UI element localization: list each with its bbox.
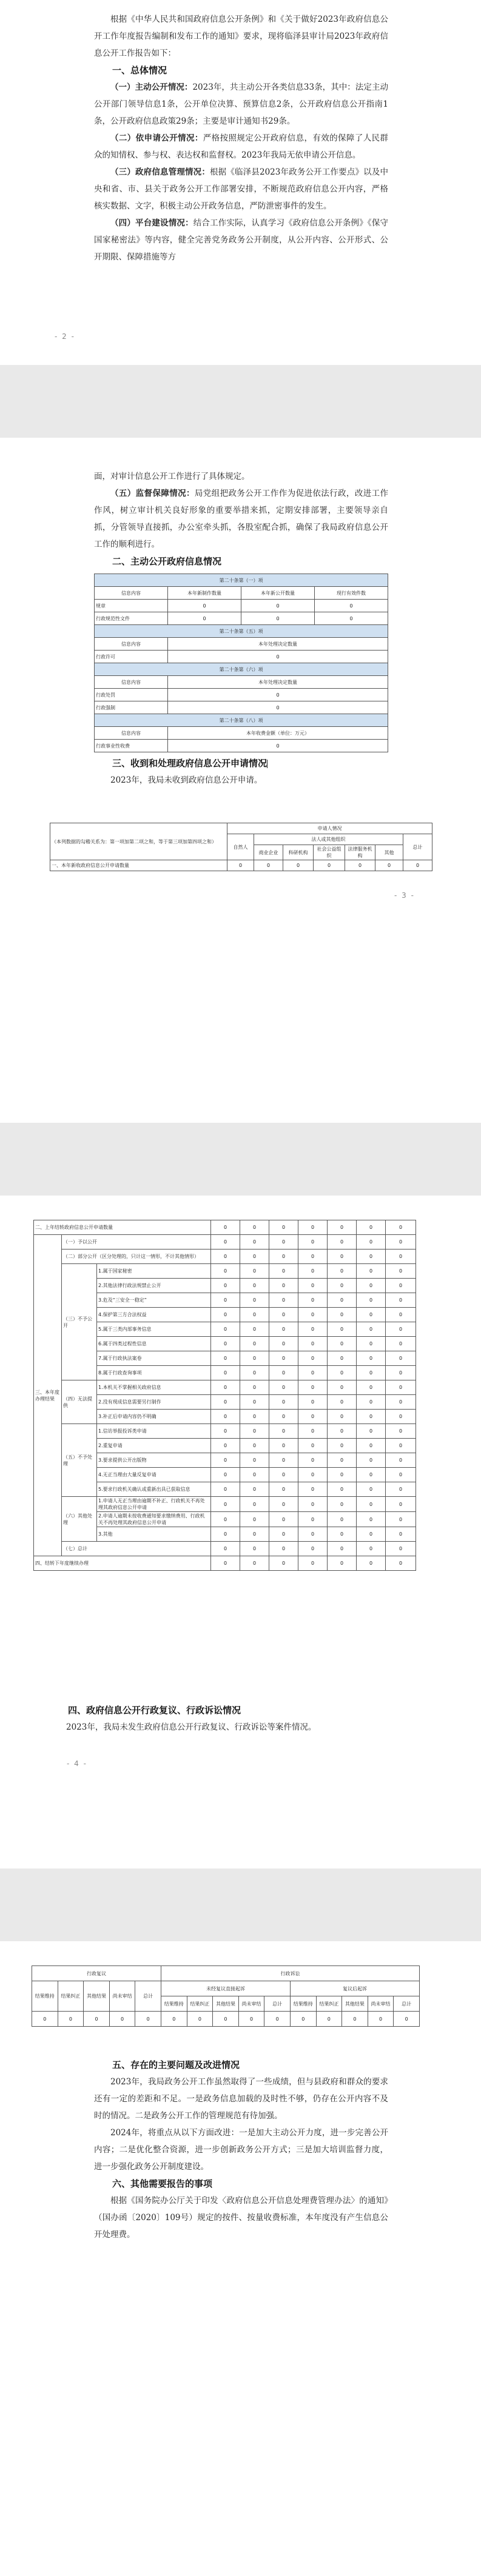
table-cell-value: 0 [368, 2012, 394, 2027]
table-cell-value: 0 [269, 1395, 298, 1410]
table-cell-value: 0 [240, 1380, 269, 1395]
table-cell-value: 0 [386, 1308, 416, 1322]
table-cell-value: 0 [211, 1279, 240, 1293]
table-cell-value: 0 [269, 1235, 298, 1250]
document-page-5 [0, 1941, 481, 2576]
table-cell-value: 0 [211, 1556, 240, 1571]
table-row-label: 3.其他 [97, 1527, 211, 1542]
table-cell-value: 0 [240, 1482, 269, 1497]
table-cell-value: 0 [328, 1366, 357, 1380]
table-cell-value: 0 [211, 1439, 240, 1453]
table-row-label: 5.属于三类内部事务信息 [97, 1322, 211, 1337]
table-cell-value: 0 [298, 1468, 328, 1482]
table-cell-value: 0 [240, 1468, 269, 1482]
table-cell-value: 0 [211, 1308, 240, 1322]
table-section-header: 第二十条第（八）项 [95, 714, 388, 727]
paragraph-active-disclosure: （一）主动公开情况：2023年，共主动公开各类信息33条，其中：法定主动公开部门领导信息1条，公开单位决算、预算信息2条，公开政府信息公开指南1条，公开政府信息政策29条；主要是审计通知书29条。 [94, 82, 388, 126]
table-cell-value: 0 [269, 1279, 298, 1293]
table-cell-value: 0 [386, 1424, 416, 1439]
paragraph-supervision: （五）监督保障情况：局党组把政务公开工作作为促进依法行政，改进工作作风，树立审计机关良好形象的重要举措来抓，定期安排部署，主要领导亲自抓，分管领导直接抓，办公室牵头抓，各股室配合抓，确保了我局政府信息公开工作的顺利进行。 [94, 489, 388, 549]
table-row-label: （二）部分公开（区分处理的，只计这一情形，不计其他情形） [62, 1250, 211, 1264]
table-row-label: 1.信访举报投诉类申请 [97, 1424, 211, 1439]
table-cell-value: 0 [386, 1527, 416, 1542]
table-cell-value: 0 [328, 1337, 357, 1351]
table-cell-value: 0 [328, 1395, 357, 1410]
table-cell-value: 0 [269, 1424, 298, 1439]
table-cell-value: 0 [211, 1395, 240, 1410]
table-cell-value: 0 [298, 1279, 328, 1293]
table-cell-value: 0 [161, 2012, 187, 2027]
table-cell-value: 0 [357, 1468, 386, 1482]
table-cell-value: 0 [298, 1250, 328, 1264]
table-cell-value: 0 [240, 1542, 269, 1556]
table-cell-value: 0 [290, 2012, 316, 2027]
table-cell-value: 0 [298, 1542, 328, 1556]
table-cell-value: 0 [386, 1279, 416, 1293]
paragraph-platform-building: （四）平台建设情况：结合工作实际，认真学习《政府信息公开条例》《保守国家秘密法》等内容，健全完善党务政务公开制度，从公开内容、公开形式、公开期限、保障措施等方 [94, 218, 389, 262]
table-subgroup-label: （六）其他处理 [62, 1497, 97, 1542]
paragraph-request-disclosure: （二）依申请公开情况：严格按照规定公开政府信息，有效的保障了人民群众的知情权、参与权、表达权和监督权。2023年我局无依申请公开信息。 [94, 133, 388, 160]
page-gap [0, 1868, 481, 1941]
table-cell-value: 0 [386, 1497, 416, 1512]
document-page-3 [0, 438, 481, 1123]
paragraph-info-management: （三）政府信息管理情况：根据《临泽县2023年政务公开工作要点》以及中央和省、市、县关于政务公开工作部署安排，不断规范政府信息公开内容，严格核实数据、文字，积极主动公开政务信息，严防泄密事件的发生。 [94, 167, 389, 211]
paragraph-applications: 2023年，我局未收到政府信息公开申请。 [110, 775, 263, 785]
table-cell-value: 0 [386, 1468, 416, 1482]
table-cell-value: 0 [269, 1308, 298, 1322]
table-cell-value: 0 [386, 1337, 416, 1351]
table-cell-value: 0 [386, 1366, 416, 1380]
table-cell-value: 0 [298, 1482, 328, 1497]
table-cell-value: 0 [211, 1512, 240, 1527]
table-cell-value: 0 [328, 1322, 357, 1337]
table-cell-value: 0 [269, 1468, 298, 1482]
table-cell-value: 0 [240, 1410, 269, 1424]
table-row-label: 5.要求行政机关确认或重新出具已获取信息 [97, 1482, 211, 1497]
table-cell-value: 0 [211, 1527, 240, 1542]
table-row-label: 4.保护第三方合法权益 [97, 1308, 211, 1322]
table-section-header: 第二十条第（一）项 [95, 574, 388, 587]
table-cell-value: 0 [240, 1453, 269, 1468]
table-subgroup-label: （三）不予公开 [62, 1264, 97, 1380]
table-row: 行政处罚 0 [95, 689, 388, 701]
page-number: - 2 - [55, 332, 75, 341]
table-row: 行政规范性文件 0 0 0 [95, 612, 388, 625]
table-cell-value: 0 [298, 1527, 328, 1542]
table-cell-value: 0 [298, 1337, 328, 1351]
table-cell-value: 0 [269, 1410, 298, 1424]
page-gap [0, 365, 481, 438]
table-row [34, 1497, 416, 1512]
table-cell-value: 0 [357, 1482, 386, 1497]
table-row-label: 2.申请人逾期未按收费通知要求缴纳费用、行政机关不再处理其政府信息公开申请 [97, 1512, 211, 1527]
table-cell-value: 0 [298, 1264, 328, 1279]
table-cell-value: 0 [213, 2012, 239, 2027]
table-cell-value: 0 [357, 1235, 386, 1250]
paragraph-other: 根据《国务院办公厅关于印发〈政府信息公开信息处理费管理办法〉的通知》（国办函〔2020〕109号）规定的按件、按量收费标准，本年度没有产生信息公开处理费。 [94, 2196, 388, 2240]
table-cell-value: 0 [394, 2012, 420, 2027]
table-cell-value: 0 [357, 1351, 386, 1366]
applications-results-table [33, 1220, 416, 1571]
section-heading-problems: 五、存在的主要问题及改进情况 [112, 2059, 240, 2070]
table-cell-value: 0 [328, 1468, 357, 1482]
table-cell-value: 0 [298, 1395, 328, 1410]
document-page-2 [0, 0, 481, 365]
table-cell-value: 0 [269, 1322, 298, 1337]
table-row [34, 1220, 416, 1235]
table-cell-value: 0 [269, 1366, 298, 1380]
table-cell-value: 0 [328, 1439, 357, 1453]
table-cell-value: 0 [269, 1380, 298, 1395]
page-number: - 4 - [67, 1759, 87, 1768]
table-subgroup-label: （四）无法提供 [62, 1380, 97, 1424]
table-cell-value: 0 [269, 1542, 298, 1556]
table-cell-value: 0 [357, 1424, 386, 1439]
table-row [34, 1380, 416, 1395]
table-cell-value: 0 [357, 1542, 386, 1556]
table-cell-value: 0 [211, 1250, 240, 1264]
table-cell-value: 0 [328, 1410, 357, 1424]
table-row-label: 3.补正后申请内容仍不明确 [97, 1410, 211, 1424]
table-cell-value: 0 [238, 2012, 264, 2027]
table-cell-value: 0 [211, 1293, 240, 1308]
table-cell-value: 0 [316, 2012, 342, 2027]
table-cell-value: 0 [357, 1308, 386, 1322]
table-cell-value: 0 [386, 1410, 416, 1424]
table-note: （本列数据的勾稽关系为：第一项加第二项之和，等于第三项加第四项之和） [50, 823, 227, 860]
table-row [34, 1424, 416, 1439]
table-cell-value: 0 [386, 1453, 416, 1468]
paragraph-review: 2023年，我局未发生政府信息公开行政复议、行政诉讼等案件情况。 [66, 1722, 317, 1732]
table-cell-value: 0 [328, 1453, 357, 1468]
table-cell-value: 0 [298, 1351, 328, 1366]
table-cell-value: 0 [328, 1497, 357, 1512]
table-header-cell: 信息内容 [95, 676, 168, 689]
table-cell-value: 0 [298, 1410, 328, 1424]
table-group-label: 三、本年度办理结果 [34, 1235, 62, 1556]
section-heading-applications: 三、收到和处理政府信息公开申请情况 [112, 758, 267, 769]
table-row-label: 7.属于行政执法案卷 [97, 1351, 211, 1366]
table-cell-value: 0 [357, 1380, 386, 1395]
table-row-label: 3.危及“三安全一稳定” [97, 1293, 211, 1308]
table-cell-value: 0 [211, 1322, 240, 1337]
table-cell-value: 0 [211, 1220, 240, 1235]
table-cell-value: 0 [386, 1380, 416, 1395]
table-row-label: 1.申请人无正当理由逾期不补正、行政机关不再处理其政府信息公开申请 [97, 1497, 211, 1512]
table-cell-value: 0 [211, 1424, 240, 1439]
table-cell-value: 0 [298, 1439, 328, 1453]
table-cell-value: 0 [32, 2012, 58, 2027]
table-cell-value: 0 [386, 1395, 416, 1410]
table-row [34, 1250, 416, 1264]
table-cell-value: 0 [211, 1468, 240, 1482]
table-cell-value: 0 [386, 1512, 416, 1527]
table-row: 行政事业性收费 0 [95, 740, 388, 752]
table-cell-value: 0 [298, 1235, 328, 1250]
table-cell-value: 0 [269, 1439, 298, 1453]
table-header-cell: 信息内容 [95, 638, 168, 651]
table-cell-value: 0 [269, 1264, 298, 1279]
table-header-cell: 本年新制作数量 [168, 587, 241, 600]
review-lawsuit-table: 行政复议 行政诉讼 结果维持 结果纠正 其他结果 尚未审结 总计 未经复议直接起诉 复议后起诉 结果维持 结果纠正 其他结果 尚未审结 总计 结果维持 结果纠正 其他结果 尚未审结 总计 0 0 0 0 0 0 0 0 0 0 0 0 0 0 0 [32, 1965, 420, 2027]
table-row [34, 1556, 416, 1571]
table-cell-value: 0 [240, 1264, 269, 1279]
table-cell-value: 0 [58, 2012, 84, 2027]
table-cell-value: 0 [328, 1482, 357, 1497]
table-section-header: 第二十条第（五）项 [95, 625, 388, 638]
table-cell-value: 0 [269, 1293, 298, 1308]
table-cell-value: 0 [298, 1424, 328, 1439]
table-cell-value: 0 [269, 1512, 298, 1527]
table-cell-value: 0 [357, 1220, 386, 1235]
table-cell-value: 0 [328, 1250, 357, 1264]
table-row: 规章 0 0 0 [95, 600, 388, 612]
table-cell-value: 0 [328, 1556, 357, 1571]
table-cell-value: 0 [328, 1279, 357, 1293]
table-cell-value: 0 [269, 1351, 298, 1366]
active-disclosure-table [94, 574, 388, 752]
table-cell-value: 0 [328, 1380, 357, 1395]
table-cell-value: 0 [211, 1410, 240, 1424]
table-header-cell: 现行有效件数 [315, 587, 388, 600]
table-cell-value: 0 [357, 1556, 386, 1571]
table-cell-value: 0 [328, 1512, 357, 1527]
table-cell-value: 0 [135, 2012, 161, 2027]
table-cell-value: 0 [240, 1250, 269, 1264]
table-cell-value: 0 [240, 1395, 269, 1410]
table-cell-value: 0 [240, 1293, 269, 1308]
table-cell-value: 0 [357, 1322, 386, 1337]
table-cell-value: 0 [211, 1337, 240, 1351]
table-cell-value: 0 [269, 1220, 298, 1235]
table-row: 一、本年新收政府信息公开申请数量 0 0 0 0 0 0 0 [50, 860, 432, 871]
table-cell-value: 0 [342, 2012, 368, 2027]
table-cell-value: 0 [328, 1351, 357, 1366]
table-cell-value: 0 [240, 1556, 269, 1571]
table-cell-value: 0 [328, 1308, 357, 1322]
intro-paragraph: 根据《中华人民共和国政府信息公开条例》和《关于做好2023年政府信息公开工作年度报告编制和发布工作的通知》要求，现将临泽县审计局2023年政府信息公开工作报告如下： [94, 15, 388, 58]
table-cell-value: 0 [211, 1351, 240, 1366]
table-cell-value: 0 [357, 1293, 386, 1308]
table-row-label: 8.属于行政查询事项 [97, 1366, 211, 1380]
table-cell-value: 0 [386, 1556, 416, 1571]
table-cell-value: 0 [240, 1308, 269, 1322]
paragraph-improvements: 2024年，将重点从以下方面改进：一是加大主动公开力度，进一步完善公开内容；二是优化整合资源，进一步创新政务公开方式；三是加大培训监督力度，进一步强化政务公开制度建设。 [94, 2128, 388, 2172]
table-cell-value: 0 [269, 1527, 298, 1542]
table-cell-value: 0 [386, 1264, 416, 1279]
table-cell-value: 0 [357, 1395, 386, 1410]
table-row: 行政强制 0 [95, 701, 388, 714]
table-header-cell: 申请人情况 [227, 823, 432, 834]
table-cell-value: 0 [357, 1366, 386, 1380]
table-row [34, 1235, 416, 1250]
table-cell-value: 0 [240, 1220, 269, 1235]
table-row [34, 1542, 416, 1556]
table-cell-value: 0 [269, 1497, 298, 1512]
table-cell-value: 0 [386, 1250, 416, 1264]
table-cell-value: 0 [357, 1512, 386, 1527]
table-cell-value: 0 [240, 1527, 269, 1542]
table-cell-value: 0 [109, 2012, 135, 2027]
table-cell-value: 0 [269, 1337, 298, 1351]
table-cell-value: 0 [357, 1337, 386, 1351]
table-cell-value: 0 [357, 1439, 386, 1453]
table-cell-value: 0 [357, 1410, 386, 1424]
table-cell-value: 0 [298, 1308, 328, 1322]
section-heading-overview: 一、总体情况 [112, 65, 167, 76]
table-header-cell: 信息内容 [95, 727, 168, 740]
table-cell-value: 0 [386, 1351, 416, 1366]
table-cell-value: 0 [269, 1556, 298, 1571]
table-section-header: 第二十条第（六）项 [95, 663, 388, 676]
table-cell-value: 0 [269, 1250, 298, 1264]
table-cell-value: 0 [298, 1453, 328, 1468]
table-cell-value: 0 [240, 1279, 269, 1293]
table-row-label: 2.重复申请 [97, 1439, 211, 1453]
section-heading-other: 六、其他需要报告的事项 [112, 2178, 213, 2189]
table-row [34, 1264, 416, 1279]
document-page-4 [0, 1196, 481, 1868]
table-cell-value: 0 [240, 1512, 269, 1527]
table-cell-value: 0 [240, 1351, 269, 1366]
table-cell-value: 0 [357, 1527, 386, 1542]
table-cell-value: 0 [386, 1220, 416, 1235]
section-heading-review: 四、政府信息公开行政复议、行政诉讼情况 [68, 1705, 241, 1716]
table-cell-value: 0 [298, 1220, 328, 1235]
section-heading-active-disclosure: 二、主动公开政府信息情况 [112, 556, 222, 567]
table-subgroup-label: （五）不予处理 [62, 1424, 97, 1497]
table-cell-value: 0 [240, 1337, 269, 1351]
table-header-cell: 本年新公开数量 [241, 587, 315, 600]
table-cell-value: 0 [357, 1279, 386, 1293]
table-cell-value: 0 [386, 1482, 416, 1497]
table-cell-value: 0 [211, 1235, 240, 1250]
table-header-cell: 本年收费金额（单位：万元） [168, 727, 388, 740]
table-cell-value: 0 [357, 1264, 386, 1279]
table-row-label: 四、结转下年度继续办理 [34, 1556, 211, 1571]
applications-table-header: （本列数据的勾稽关系为：第一项加第二项之和，等于第三项加第四项之和） 申请人情况 自然人 法人或其他组织 总计 商业企业 科研机构 社会公益组织 法律服务机构 其他 一、本年新收政府信息公开申请数量 0 0 0 0 0 0 0 [50, 823, 432, 871]
table-cell-value: 0 [328, 1527, 357, 1542]
table-cell-value: 0 [357, 1497, 386, 1512]
table-cell-value: 0 [328, 1235, 357, 1250]
table-cell-value: 0 [386, 1542, 416, 1556]
table-cell-value: 0 [240, 1366, 269, 1380]
table-cell-value: 0 [386, 1439, 416, 1453]
table-row-label: 二、上年结转政府信息公开申请数量 [34, 1220, 211, 1235]
table-cell-value: 0 [240, 1497, 269, 1512]
table-row-label: （一）予以公开 [62, 1235, 211, 1250]
page-gap [0, 1123, 481, 1196]
table-cell-value: 0 [328, 1264, 357, 1279]
table-cell-value: 0 [240, 1424, 269, 1439]
table-cell-value: 0 [328, 1220, 357, 1235]
table-cell-value: 0 [211, 1542, 240, 1556]
table-cell-value: 0 [269, 1482, 298, 1497]
table-row-label: 4.无正当理由大量反复申请 [97, 1468, 211, 1482]
table-cell-value: 0 [357, 1250, 386, 1264]
table-cell-value: 0 [298, 1380, 328, 1395]
table-cell-value: 0 [328, 1542, 357, 1556]
table-cell-value: 0 [211, 1264, 240, 1279]
table-row-label: 6.属于四类过程性信息 [97, 1337, 211, 1351]
table-row [32, 2012, 420, 2027]
table-row-label: 1.属于国家秘密 [97, 1264, 211, 1279]
table-cell-value: 0 [386, 1235, 416, 1250]
table-cell-value: 0 [240, 1439, 269, 1453]
table-cell-value: 0 [328, 1293, 357, 1308]
table-header-cell: 本年处理决定数量 [168, 638, 388, 651]
table-header-cell: 信息内容 [95, 587, 168, 600]
table-cell-value: 0 [298, 1497, 328, 1512]
table-header-cell: 本年处理决定数量 [168, 676, 388, 689]
table-row-label: 1.本机关不掌握相关政府信息 [97, 1380, 211, 1395]
table-cell-value: 0 [386, 1293, 416, 1308]
table-cell-value: 0 [240, 1235, 269, 1250]
paragraph-continued: 面，对审计信息公开工作进行了具体规定。 [94, 472, 250, 481]
table-cell-value: 0 [298, 1556, 328, 1571]
table-cell-value: 0 [298, 1512, 328, 1527]
table-cell-value: 0 [269, 1453, 298, 1468]
table-cell-value: 0 [211, 1482, 240, 1497]
table-cell-value: 0 [211, 1453, 240, 1468]
table-cell-value: 0 [298, 1293, 328, 1308]
table-cell-value: 0 [357, 1453, 386, 1468]
table-row-label: 3.要求提供公开出版物 [97, 1453, 211, 1468]
table-cell-value: 0 [211, 1497, 240, 1512]
table-cell-value: 0 [187, 2012, 213, 2027]
table-cell-value: 0 [298, 1322, 328, 1337]
table-row-label: 2.其他法律行政法规禁止公开 [97, 1279, 211, 1293]
table-row: 行政许可 0 [95, 651, 388, 663]
table-row-label: （七）总计 [62, 1542, 211, 1556]
table-cell-value: 0 [298, 1366, 328, 1380]
table-cell-value: 0 [240, 1322, 269, 1337]
paragraph-problems: 2023年，我局政务公开工作虽然取得了一些成绩，但与县政府和群众的要求还有一定的差距和不足。一是政务信息加载的及时性不够，仍存在公开内容不及时的情况。二是政务公开工作的管理规范有待加强。 [94, 2077, 388, 2121]
table-cell-value: 0 [211, 1380, 240, 1395]
table-cell-value: 0 [386, 1322, 416, 1337]
page-number: - 3 - [394, 891, 415, 900]
table-cell-value: 0 [328, 1424, 357, 1439]
table-cell-value: 0 [211, 1366, 240, 1380]
table-cell-value: 0 [84, 2012, 110, 2027]
table-row-label: 2.没有现成信息需要另行制作 [97, 1395, 211, 1410]
table-cell-value: 0 [264, 2012, 291, 2027]
